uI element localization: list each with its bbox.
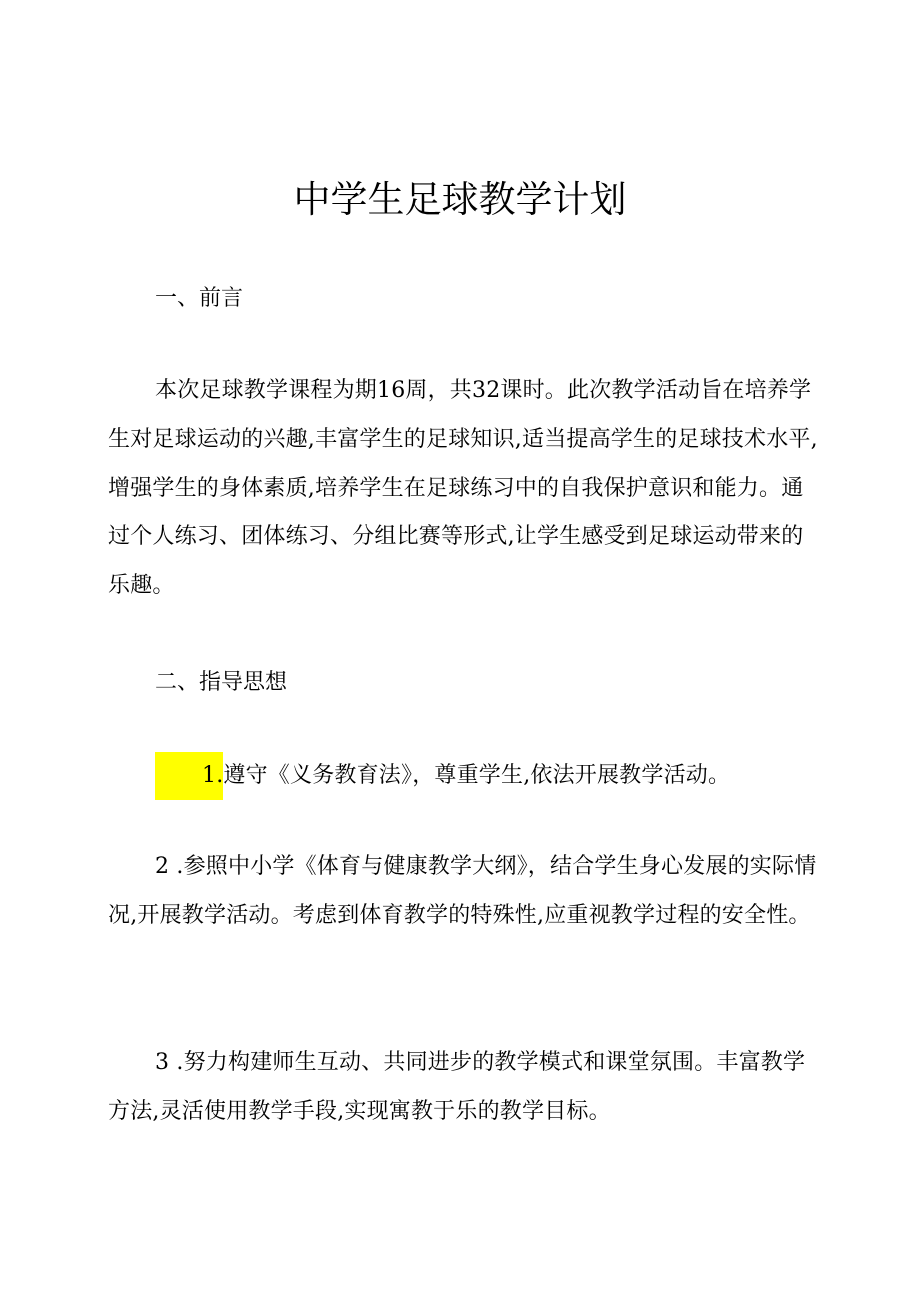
principle-item-2	[108, 843, 820, 941]
principle-item-3	[108, 1039, 820, 1137]
principle-item-1	[108, 752, 820, 801]
principle-item-1-text: 遵守《义务教育法》，尊重学生,依法开展教学活动。	[223, 763, 731, 788]
principle-item-3-number: 3 .	[155, 1050, 184, 1075]
section-heading-preface: 一、前言	[155, 286, 244, 311]
principle-item-2-number: 2 .	[155, 854, 184, 879]
section-heading-guiding-principles: 二、指导思想	[155, 670, 288, 695]
preface-paragraph: 本次足球教学课程为期16周，共32课时。此次教学活动旨在培养学生对足球运动的兴趣,丰富学生的足球知识,适当提高学生的足球技术水平,增强学生的身体素质,培养学生在足球练习中的自我保护意识和能力。通过个人练习、团体练习、分组比赛等形式,让学生感受到足球运动带来的乐趣。	[108, 378, 818, 599]
principle-item-2-text: 参照中小学《体育与健康教学大纲》，结合学生身心发展的实际情况,开展教学活动。考虑到体育教学的特殊性,应重视教学过程的安全性。	[108, 854, 817, 928]
highlighted-number: 1.	[155, 752, 223, 800]
document-title: 中学生足球教学计划	[293, 178, 627, 221]
principle-item-3-text: 努力构建师生互动、共同进步的教学模式和课堂氛围。丰富教学方法,灵活使用教学手段,实现寓教于乐的教学目标。	[108, 1050, 806, 1124]
